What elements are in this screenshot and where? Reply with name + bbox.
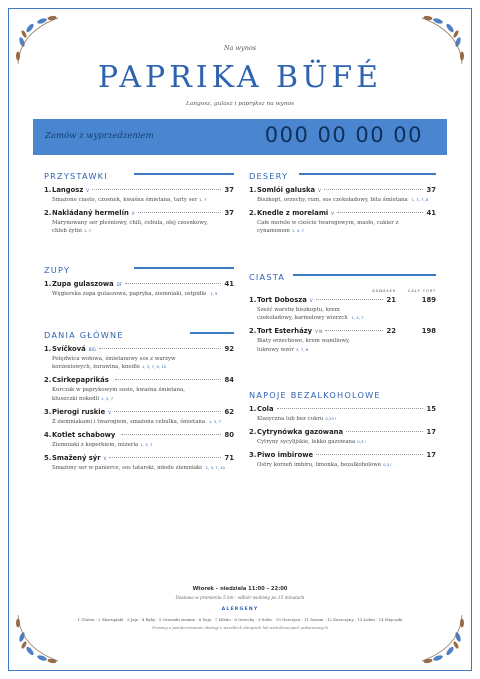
desc-text: Klasyczna lub bez cukru (257, 416, 324, 422)
item-price: 37 (426, 186, 436, 194)
item-number: 2. (44, 209, 52, 218)
item-number: 1. (44, 345, 52, 353)
item-description (257, 438, 436, 446)
item-number: 1. (249, 405, 257, 413)
item-name: Knedle z morelami (257, 209, 329, 218)
section-ciasta (249, 272, 436, 354)
item-number: 1. (44, 280, 52, 288)
delivery-note: Dostawa w promieniu 5 km · odbiór osobisty po 15 minutach (175, 595, 305, 600)
item-tag: V (108, 409, 111, 415)
menu-item (44, 209, 234, 235)
desc-text: Polędwica wołowa, śmietanowy sos z warzyw korzeniowych, żurawina, knedle (52, 356, 176, 371)
item-name: Smažený sýr (52, 454, 101, 463)
item-tag: V (103, 456, 107, 462)
item-tag: V (331, 211, 335, 217)
desc-text: Smażony ser w panierce, sos tatarski, młode ziemniaki (52, 465, 202, 472)
leader-dots (325, 330, 383, 331)
item-price: 37 (224, 209, 234, 218)
menu-item (249, 186, 436, 204)
item-name: Svíčková (52, 345, 86, 353)
menu-item (44, 431, 234, 449)
item-price: 62 (224, 407, 234, 416)
desc-text: Smażone ciasto, czosnek, kwaśna śmietana, tarty ser (52, 197, 198, 203)
item-number: 2. (249, 209, 257, 218)
desc-text: Z ziemniakami i twarogiem, smażona cebulka, śmietana (52, 418, 206, 425)
allergen-codes: 1, 3, 7 (101, 395, 114, 401)
section-przystawki (44, 171, 234, 236)
item-price: 41 (224, 280, 234, 288)
section-title: DANIA GŁÓWNE (44, 330, 124, 340)
order-banner (33, 119, 447, 155)
allergen-codes: 1, 7 (83, 228, 92, 234)
allergen-codes: 1, 3, 7 (291, 228, 304, 234)
allergens-title: ALERGENY (221, 607, 259, 612)
allergen-codes: 1, 9 (210, 291, 218, 296)
item-price: 41 (426, 209, 436, 218)
menu-item (249, 451, 436, 469)
item-price-slice: 21 (386, 296, 396, 304)
item-description (257, 196, 436, 204)
item-tag: V N (315, 329, 323, 335)
allergens-list: 1 Gluten · 2 Skorupiaki · 3 Jaja · 4 Ryby · 5 Orzeszki ziemne · 6 Soja · 7 Mleko · 8 Orzechy · 9 Seler · 10 Gorczyca · 11 Sezam · 12 Kuszczyny · 13 Łubin · 14 Mięczaki (77, 617, 403, 622)
desc-text: Marynowany ser pleśniowy, chili, cebula, olej czosnkowy, chleb żytni (52, 220, 208, 235)
item-tag: V (86, 188, 90, 193)
item-description (257, 219, 417, 235)
item-description (52, 196, 234, 204)
section-rule (190, 332, 234, 334)
section-title: ZUPY (44, 265, 71, 275)
item-price: 37 (224, 186, 234, 194)
leader-dots (121, 434, 221, 435)
leader-dots (337, 212, 423, 213)
item-price-whole: 189 (421, 296, 436, 304)
item-number: 3. (44, 407, 52, 416)
section-title: DESERY (249, 171, 289, 181)
desc-text: Węgierska zupa gulaszowa, papryka, ziemniaki, ostpidle (52, 291, 207, 297)
section-rule (134, 173, 234, 175)
menu-item (44, 186, 234, 204)
section-title: PRZYSTAWKI (44, 171, 108, 181)
menu-item (249, 327, 436, 353)
allergen-codes: 1, 3, 7, 10 (205, 465, 225, 471)
leader-dots (115, 379, 221, 380)
pre-title: Na wynos (223, 44, 257, 52)
item-tag: V (318, 188, 321, 193)
desc-text: Blaty orzechowe, krem waniliowy, lukrowy wzór (257, 338, 350, 353)
allergen-codes: 3, 7, 8 (295, 346, 309, 352)
menu-item (249, 428, 436, 446)
item-tag: DF (116, 282, 123, 287)
desc-text: Całe morele w cieście twarogowym, masło, cukier z cynamonem (257, 220, 399, 235)
item-name: Pierogi ruskie (52, 407, 106, 416)
menu-item (44, 376, 234, 402)
item-number: 3. (249, 451, 257, 460)
allergens-note: Prosimy o poinformowanie obsługi o wszelkich alergiach lub nietolerancjach pokarmowych (152, 625, 328, 630)
leader-dots (138, 212, 221, 213)
section-napoje (249, 390, 436, 470)
volume: 0,33 l (325, 416, 337, 421)
leader-dots (324, 189, 423, 190)
price-column-headers (249, 288, 436, 293)
item-tag: BIG (88, 347, 96, 352)
section-rule (293, 274, 436, 276)
section-title: NAPOJE BEZALKOHOLOWE (249, 390, 381, 400)
column-header-slice: KAWAŁEK (372, 288, 396, 293)
item-description (52, 290, 234, 298)
menu-item (44, 345, 234, 371)
item-price: 17 (426, 428, 436, 437)
item-price: 15 (426, 405, 436, 413)
menu-item (249, 405, 436, 423)
item-number: 1. (249, 296, 257, 304)
section-title: CIASTA (249, 272, 286, 282)
menu-item (249, 296, 436, 322)
item-description (52, 219, 212, 235)
item-name: Kotlet schabowy (52, 431, 116, 440)
section-dania (44, 330, 234, 472)
item-name: Tort Dobosza (257, 296, 307, 304)
item-price: 92 (224, 345, 234, 353)
item-description (257, 337, 357, 353)
item-description (257, 306, 377, 322)
item-price: 80 (224, 431, 234, 440)
leader-dots (92, 189, 221, 190)
allergen-codes: 1, 3, 7 (208, 418, 221, 424)
item-number: 5. (44, 454, 52, 463)
item-tag: V (309, 298, 313, 303)
item-description (52, 441, 234, 449)
item-name: Piwo imbirowe (257, 451, 314, 460)
item-number: 1. (249, 186, 257, 194)
item-description (52, 418, 234, 426)
item-name: Zupa gulaszowa (52, 280, 114, 288)
order-ahead-text: Zamów z wyprzedzeniem (45, 131, 154, 141)
section-desery (249, 171, 436, 236)
leader-dots (125, 283, 221, 284)
menu-item (44, 408, 234, 426)
item-price-slice: 22 (386, 327, 396, 336)
leader-dots (316, 299, 383, 300)
restaurant-title: PAPRIKA BÜFÉ (97, 60, 383, 95)
item-price: 17 (426, 451, 436, 460)
item-price: 71 (224, 454, 234, 463)
allergen-codes: 1, 3, 7 (140, 442, 153, 448)
opening-hours: Wtorek – niedziela 11:00 – 22:00 (192, 586, 288, 592)
menu-item (44, 454, 234, 472)
section-rule (134, 267, 234, 269)
item-number: 2. (249, 428, 257, 437)
item-number: 1. (44, 186, 52, 194)
desc-text: Biszkopt, orzechy, rum, sos czekoladowy, bita śmietana (257, 197, 408, 203)
item-description (257, 461, 436, 469)
leader-dots (346, 431, 423, 432)
item-name: Tort Esterházy (257, 327, 313, 336)
item-price-whole: 198 (421, 327, 436, 336)
volume: 0,3 l (383, 462, 392, 468)
item-name: Nakládaný hermelín (52, 209, 129, 218)
allergen-codes: 1, 7 (199, 197, 207, 202)
desc-text: Ziemniaki z koperkiem, mizeria (52, 442, 139, 449)
volume: 0,3 l (357, 439, 366, 445)
phone-number[interactable]: 000 00 00 00 (264, 123, 423, 147)
leader-dots (109, 457, 221, 458)
desc-text: Kurczak w paprykowym sosie, kwaśna śmietana, kluseczki nokedli (52, 387, 186, 402)
item-name: Cytrynówka gazowana (257, 428, 344, 437)
item-name: Csirkepaprikás (52, 376, 109, 385)
allergen-codes: 1, 3, 7 (351, 315, 364, 321)
leader-dots (114, 411, 221, 412)
column-header-whole: CAŁY TORT (407, 288, 436, 293)
allergen-codes: 1, 3, 7, 8 (411, 197, 429, 202)
desc-text: Ostry korzeń imbiru, limonka, bezalkoholowe (257, 462, 382, 469)
item-number: 2. (44, 376, 52, 385)
leader-dots (316, 454, 423, 455)
item-description (52, 386, 192, 402)
item-price: 84 (224, 376, 234, 385)
item-tag: V (131, 211, 135, 217)
item-name: Somlói galuska (257, 186, 316, 194)
leader-dots (99, 348, 221, 349)
menu-item (44, 280, 234, 298)
item-name: Cola (257, 405, 274, 413)
leader-dots (277, 408, 423, 409)
allergen-codes: 1, 3, 7, 9, 10 (142, 364, 167, 370)
item-description (52, 464, 234, 472)
section-zupy (44, 265, 234, 298)
restaurant-subtitle: Langosz, gulasz i papryksz na wynos (185, 101, 295, 107)
item-description (257, 415, 436, 423)
menu-item (249, 209, 436, 235)
desc-text: Sześć warstw biszkoptu, krem czekoladowy, karmelowy wierzch (257, 307, 348, 322)
item-number: 2. (249, 327, 257, 336)
item-description (52, 355, 202, 371)
item-number: 4. (44, 431, 52, 440)
item-name: Langosz (52, 186, 84, 194)
desc-text: Cytryny sycylijskie, lekko gazowana (257, 439, 356, 446)
section-rule (299, 173, 436, 175)
